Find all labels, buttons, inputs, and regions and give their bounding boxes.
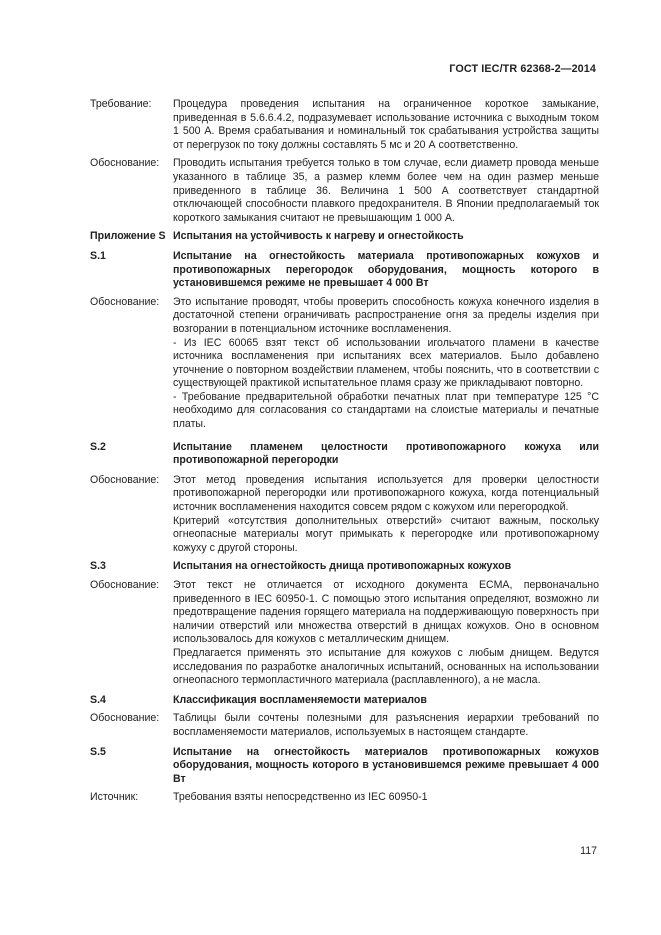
section-title: [173, 250, 599, 291]
page-number: 117: [580, 845, 597, 857]
clause-row: [90, 474, 599, 556]
clause-label: Обоснование:: [90, 157, 160, 170]
clause-label: Требование:: [90, 98, 152, 110]
clause-row: [90, 98, 599, 152]
paragraph: Испытания на устойчивость к нагреву и огнестойкость: [173, 230, 464, 243]
clause-text: [173, 474, 599, 556]
clause-row: [90, 712, 599, 739]
paragraph: Этот метод проведения испытания используется для проверки целостности противопожарной перегородки или противопожарного кожуха, когда потенциальный источник воспламенения находится совсем рядом с кожухом или перегородкой.: [173, 473, 599, 514]
section-number: S.1: [90, 249, 106, 262]
section-heading-row: [90, 250, 599, 291]
paragraph: Предлагается применять это испытание для кожухов с любым днищем. Ведутся исследования по разработке аналогичных испытаний, основанных на использовании огнеопасного термопластичного материала (расплавленного), а не масла.: [173, 646, 599, 687]
section-title: [173, 560, 599, 574]
paragraph: Это испытание проводят, чтобы проверить способность кожуха конечного изделия в достаточной степени ограничивать распространение огня за пределы изделия при возгорании в потенциальном источнике воспламенения.: [173, 295, 599, 335]
clause-label: Обоснование:: [90, 712, 160, 725]
section-heading-row: [90, 230, 599, 244]
clause-label: Обоснование:: [90, 473, 160, 486]
section-heading-row: [90, 694, 599, 708]
section-heading-row: [90, 441, 599, 468]
clause-label: Обоснование:: [90, 579, 160, 591]
clause-row: [90, 579, 599, 688]
clause-row: [90, 157, 599, 225]
paragraph: Испытания на огнестойкость днища противопожарных кожухов: [173, 560, 512, 573]
paragraph: Испытание пламенем целостности противопожарного кожуха или противопожарной перегородки: [173, 440, 599, 467]
document-body: [90, 98, 599, 805]
clause-text: [173, 712, 599, 739]
paragraph: Процедура проведения испытания на ограниченное короткое замыкание, приведенная в 5.6.6.4.2, подразумевает использование источника с выходным током 1 500 А. Время срабатывания и номинальный ток срабатывания устройства защиты от перегрузок по току должны составлять 5 мс и 20 А соответственно.: [173, 98, 599, 151]
section-title: [173, 746, 599, 787]
section-heading-row: [90, 560, 599, 574]
section-number: S.5: [90, 745, 106, 758]
section-number: S.4: [90, 693, 106, 706]
section-number: S.2: [90, 440, 106, 453]
clause-text: [173, 98, 599, 152]
clause-label: Источник:: [90, 791, 139, 804]
clause-text: [173, 157, 599, 225]
clause-row: [90, 296, 599, 432]
paragraph: - Требование предварительной обработки печатных плат при температуре 125 °С необходимо для согласования со стандартами на слоистые материалы и печатные платы.: [173, 390, 599, 431]
paragraph: Испытание на огнестойкость материала противопожарных кожухов и противопожарных перегородок оборудования, мощность которого в установившемся режиме не превышает 4 000 Вт: [173, 249, 599, 290]
paragraph: Требования взяты непосредственно из IEC 60950-1: [173, 791, 428, 804]
paragraph: Классификация воспламеняемости материалов: [173, 693, 427, 706]
clause-row: [90, 791, 599, 805]
paragraph: Испытание на огнестойкость материалов противопожарных кожухов оборудования, мощность которого в установившемся режиме превышает 4 000 Вт: [173, 745, 599, 785]
paragraph: - Из IEC 60065 взят текст об использовании игольчатого пламени в качестве источника воспламенения при испытаниях всех материалов. Было добавлено уточнение о повторном воздействии пламенем, чтобы пояснить, что в соответствии с существующей практикой испытательное пламя сразу же прикладывают повторно.: [173, 336, 599, 390]
document-header: ГОСТ IEC/TR 62368-2—2014: [449, 63, 596, 75]
section-heading-row: [90, 746, 599, 787]
clause-text: [173, 296, 599, 432]
clause-label: Обоснование:: [90, 295, 160, 308]
section-number: Приложение S: [90, 230, 166, 243]
paragraph: Критерий «отсутствия дополнительных отверстий» считают важным, поскольку огнеопасные материалы могут примыкать к перегородке или противопожарному кожуху с другой стороны.: [173, 514, 599, 554]
paragraph: Проводить испытания требуется только в том случае, если диаметр провода меньше указанного в таблице 35, а размер клемм более чем на один размер меньше приведенного в таблице 36. Величина 1 500 А соответствует стандартной отключающей способности плавкого предохранителя. В Японии предполагаемый ток короткого замыкания считают не превышающим 1 000 А.: [173, 157, 599, 224]
section-title: [173, 230, 599, 244]
paragraph: Этот текст не отличается от исходного документа ЕСМА, первоначально приведенного в IEC 60950-1. С помощью этого испытания определяют, возможно ли предотвращение падения горящего материала на поддерживающую поверхность при наличии отверстий или множества отверстий в днищах кожухов. Оно в основном использовалось для кожухов с металлическим днищем.: [173, 579, 599, 646]
clause-text: [173, 791, 599, 805]
section-title: [173, 441, 599, 468]
paragraph: Таблицы были сочтены полезными для разъяснения иерархии требований по воспламеняемости материалов, используемых в настоящем стандарте.: [173, 712, 599, 738]
section-title: [173, 694, 599, 708]
section-number: S.3: [90, 560, 106, 573]
clause-text: [173, 579, 599, 688]
